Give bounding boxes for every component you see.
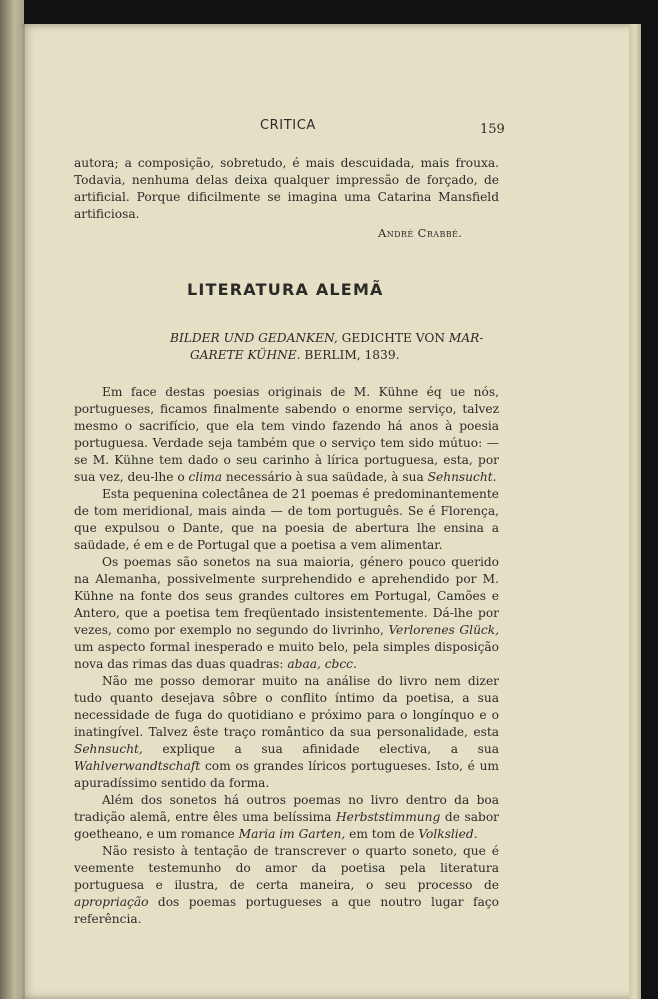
article-body: [74, 384, 499, 928]
book-author-part1: MAR-: [448, 331, 484, 345]
paragraph-1: Em face destas poesias originais de M. Kühne éq ue nós, portugueses, ficamos finalmente sabendo o enorme serviço, talvez mesmo o sacrifício, que ela tem vindo fazendo há anos à poesia portuguesa. Verdade seja também que o serviço tem sido mútuo: — se M. Kühne tem dado o seu carinho à lírica portuguesa, esta, por sua vez, deu-lhe o clima necessário à sua saüdade, à sua Sehnsucht.: [74, 385, 499, 484]
book-title: BILDER UND GEDANKEN,: [170, 331, 338, 345]
paragraph-5: Além dos sonetos há outros poemas no livro dentro da boa tradição alemã, entre êles uma belíssima Herbststimmung de sabor goetheano, e um romance Maria im Garten, em tom de Volkslied.: [74, 793, 499, 841]
closing-paragraph: autora; a composição, sobretudo, é mais descuidada, mais frouxa. Todavia, nenhuma delas deixa qualquer impressão de forçado, de artificial. Porque dificilmente se imagina uma Catarina Mansfield artificiosa.: [74, 156, 499, 221]
paragraph-6: Não resisto à tentação de transcrever o quarto soneto, que é veemente testemunho do amor da poetisa pela literatura portuguesa e ilustra, de certa maneira, o seu processo de apropriação dos poemas portugueses a que noutro lugar faço referência.: [74, 844, 499, 926]
running-head: CRITICA: [260, 118, 316, 133]
paragraph-4: Não me posso demorar muito na análise do livro nem dizer tudo quanto desejava sôbre o conflito íntimo da poetisa, a sua necessidade de fuga do quotidiano e próximo para o longínquo e o inatingível. Talvez êste traço romântico da sua personalidade, esta Sehnsucht, explique a sua afinidade electiva, a sua Wahlverwandtschaft com os grandes líricos portugueses. Isto, é um apuradíssimo sentido da forma.: [74, 674, 499, 790]
book-ref-line2: [170, 347, 502, 364]
paragraph-2: Esta pequenina colectânea de 21 poemas é predominantemente de tom meridional, mais ainda — de tom português. Se é Florença, que expulsou o Dante, que na poesia de abertura lhe ensina a saüdade, é em e de Portugal que a poetisa a vem alimentar.: [74, 487, 499, 552]
book-subtitle: GEDICHTE VON: [337, 331, 449, 345]
page-number: 159: [480, 122, 505, 137]
page-right-edge: [629, 24, 641, 999]
paragraph-3: Os poemas são sonetos na sua maioria, género pouco querido na Alemanha, possivelmente surprehendido e aprehendido por M. Kühne na fonte dos seus grandes cultores em Portugal, Camões e Antero, que a poetisa tem freqüentado insistentemente. Dá-lhe por vezes, como por exemplo no segundo do livrinho, Verlorenes Glück, um aspecto formal inesperado e muito belo, pela simples disposição nova das rimas das duas quadras: abaa, cbcc.: [74, 555, 499, 671]
book-publication: BERLIM, 1839.: [300, 348, 400, 362]
previous-review-ending: [74, 155, 499, 223]
section-title: LITERATURA ALEMÃ: [187, 280, 384, 299]
binding-gutter: [22, 24, 25, 999]
review-author: André Crabbé.: [378, 226, 463, 240]
book-author-part2: GARETE KÜHNE.: [190, 348, 301, 362]
book-reference: [170, 330, 502, 364]
